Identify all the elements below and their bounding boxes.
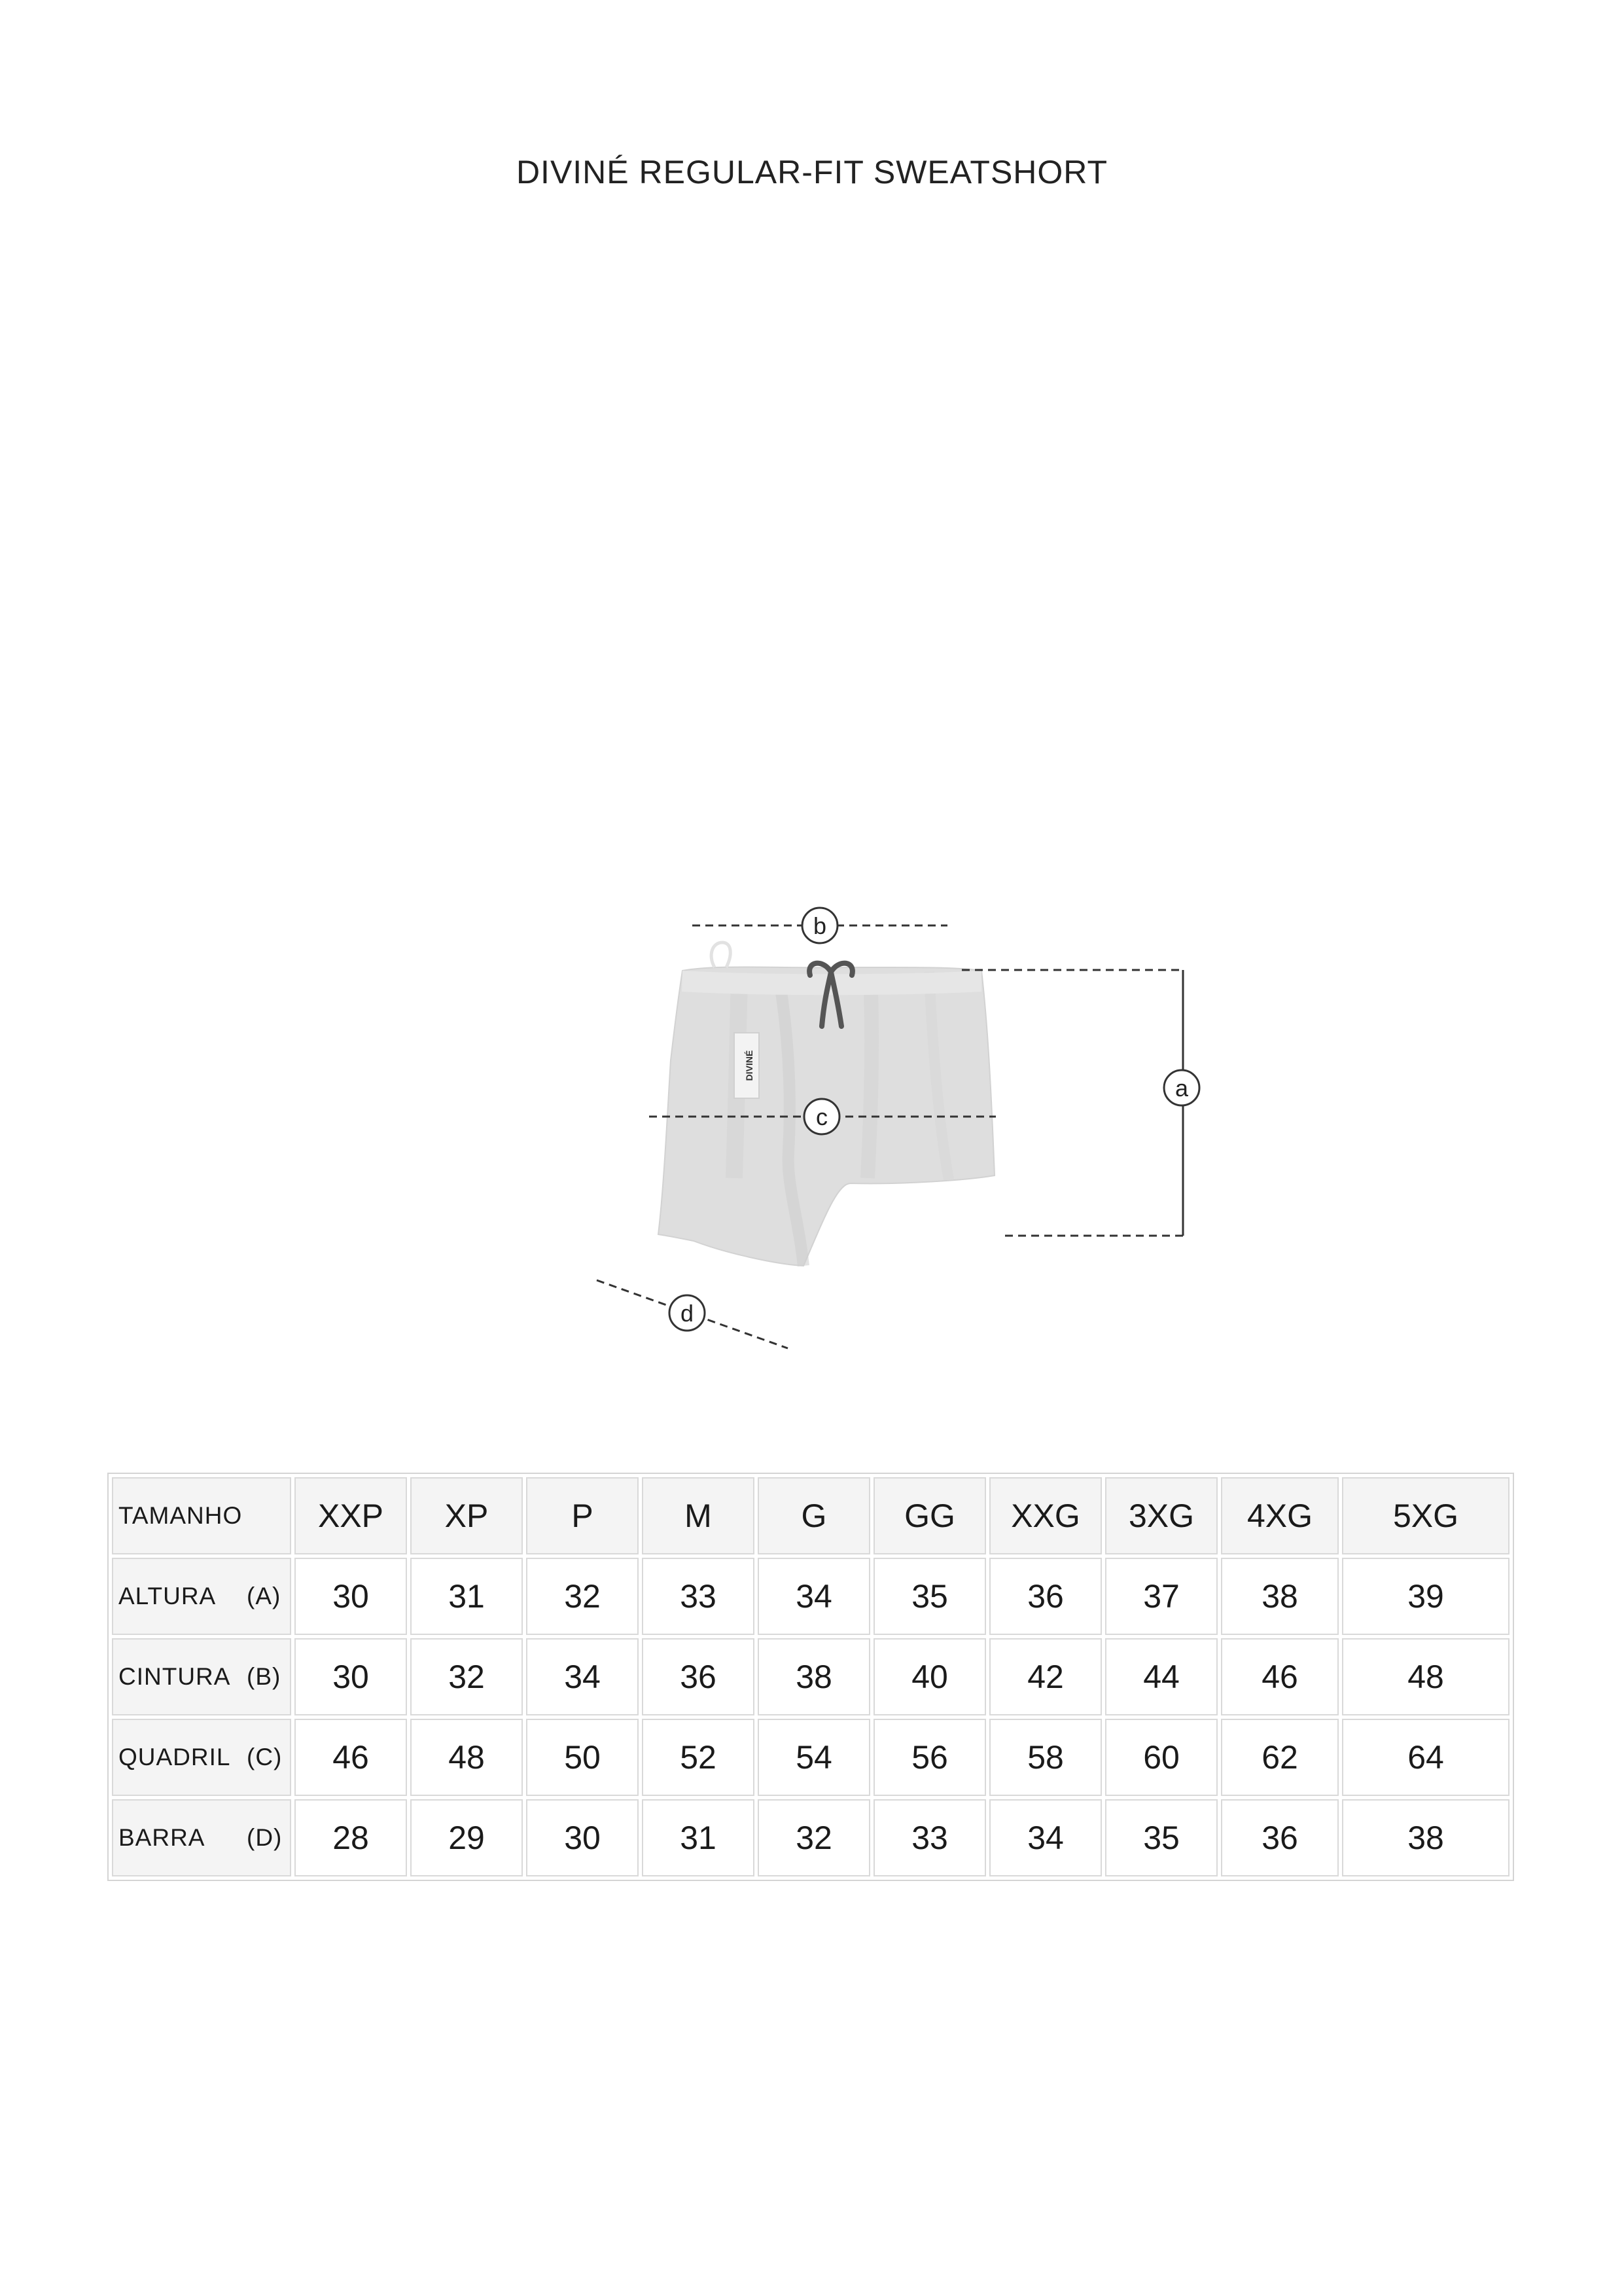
table-cell: 34 — [526, 1638, 639, 1715]
size-header: 5XG — [1342, 1477, 1509, 1554]
table-cell: 38 — [758, 1638, 870, 1715]
table-cell: 50 — [526, 1719, 639, 1796]
row-code: (B) — [247, 1663, 281, 1690]
table-cell: 36 — [989, 1558, 1102, 1635]
row-code: (C) — [247, 1744, 283, 1770]
table-cell: 32 — [526, 1558, 639, 1635]
table-cell: 39 — [1342, 1558, 1509, 1635]
table-cell: 30 — [294, 1638, 407, 1715]
table-cell: 58 — [989, 1719, 1102, 1796]
shorts-measurement-diagram — [563, 877, 1256, 1414]
table-cell: 48 — [1342, 1638, 1509, 1715]
size-header: GG — [874, 1477, 986, 1554]
table-cell: 30 — [294, 1558, 407, 1635]
table-cell: 30 — [526, 1799, 639, 1876]
table-cell: 34 — [758, 1558, 870, 1635]
size-header: XP — [410, 1477, 523, 1554]
row-label: QUADRIL — [118, 1744, 231, 1770]
row-label: ALTURA — [118, 1583, 217, 1609]
table-cell: 37 — [1105, 1558, 1218, 1635]
row-code: (D) — [247, 1824, 283, 1851]
size-header: XXG — [989, 1477, 1102, 1554]
size-header: 4XG — [1221, 1477, 1339, 1554]
table-cell: 44 — [1105, 1638, 1218, 1715]
label-d: d — [680, 1300, 694, 1327]
table-cell: 40 — [874, 1638, 986, 1715]
table-cell: 28 — [294, 1799, 407, 1876]
size-table — [109, 1474, 1513, 1880]
table-row — [112, 1558, 1509, 1635]
table-row — [112, 1638, 1509, 1715]
size-header: 3XG — [1105, 1477, 1218, 1554]
table-cell: 42 — [989, 1638, 1102, 1715]
brand-tag-text: DIVINÉ — [744, 1050, 754, 1081]
size-header: P — [526, 1477, 639, 1554]
table-cell: 64 — [1342, 1719, 1509, 1796]
row-label: BARRA — [118, 1824, 205, 1851]
table-cell: 56 — [874, 1719, 986, 1796]
table-cell: 29 — [410, 1799, 523, 1876]
table-cell: 46 — [1221, 1638, 1339, 1715]
table-cell: 38 — [1342, 1799, 1509, 1876]
table-cell: 62 — [1221, 1719, 1339, 1796]
table-cell: 36 — [1221, 1799, 1339, 1876]
row-header-barra — [112, 1799, 291, 1876]
table-row — [112, 1799, 1509, 1876]
row-header-quadril — [112, 1719, 291, 1796]
table-cell: 46 — [294, 1719, 407, 1796]
table-cell: 35 — [1105, 1799, 1218, 1876]
table-cell: 31 — [642, 1799, 754, 1876]
label-a: a — [1174, 1075, 1189, 1102]
label-c: c — [816, 1103, 828, 1130]
table-cell: 35 — [874, 1558, 986, 1635]
table-cell: 32 — [758, 1799, 870, 1876]
row-header-cintura — [112, 1638, 291, 1715]
size-header-label: TAMANHO — [112, 1477, 291, 1554]
row-header-altura — [112, 1558, 291, 1635]
table-cell: 34 — [989, 1799, 1102, 1876]
size-header: XXP — [294, 1477, 407, 1554]
row-label: CINTURA — [118, 1663, 231, 1690]
size-header: M — [642, 1477, 754, 1554]
table-row — [112, 1719, 1509, 1796]
table-cell: 52 — [642, 1719, 754, 1796]
table-cell: 48 — [410, 1719, 523, 1796]
table-cell: 33 — [642, 1558, 754, 1635]
size-header: G — [758, 1477, 870, 1554]
table-cell: 60 — [1105, 1719, 1218, 1796]
table-cell: 31 — [410, 1558, 523, 1635]
page-title: DIVINÉ REGULAR-FIT SWEATSHORT — [516, 154, 1108, 190]
table-cell: 36 — [642, 1638, 754, 1715]
table-header-row — [112, 1477, 1509, 1554]
table-cell: 54 — [758, 1719, 870, 1796]
row-code: (A) — [247, 1583, 281, 1609]
table-cell: 32 — [410, 1638, 523, 1715]
table-cell: 38 — [1221, 1558, 1339, 1635]
table-cell: 33 — [874, 1799, 986, 1876]
label-b: b — [813, 912, 827, 939]
